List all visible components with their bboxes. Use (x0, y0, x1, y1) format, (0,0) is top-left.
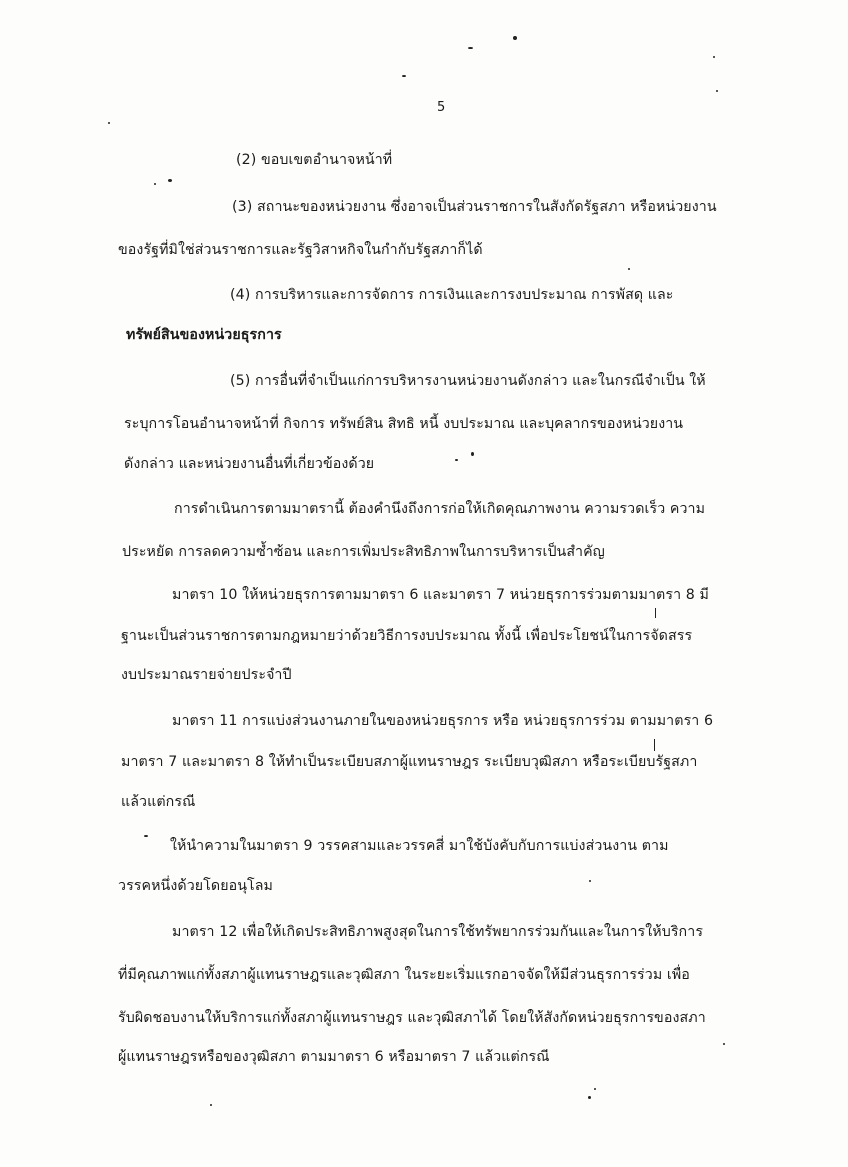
section-10-line: งบประมาณรายจ่ายประจำปี (121, 667, 292, 683)
scan-speck (144, 835, 148, 837)
scan-speck (455, 459, 458, 461)
scan-speck (468, 47, 473, 49)
scan-speck (716, 90, 718, 92)
section-10-line: ฐานะเป็นส่วนราชการตามกฎหมายว่าด้วยวิธีการงบประมาณ ทั้งนี้ เพื่อประโยชน์ในการจัดสรร (121, 628, 693, 644)
paragraph-line: ประหยัด การลดความซ้ำซ้อน และการเพิ่มประสิทธิภาพในการบริหารเป็นสำคัญ (122, 544, 605, 560)
section-12-line: ที่มีคุณภาพแก่ทั้งสภาผู้แทนราษฎรและวุฒิสภา ในระยะเริ่มแรกอาจจัดให้มีส่วนธุรการร่วม เพื่อ (118, 967, 690, 983)
scan-speck (471, 452, 474, 456)
section-11-line: แล้วแต่กรณี (121, 794, 196, 810)
scan-speck (655, 608, 656, 618)
section-11-line: มาตรา 7 และมาตรา 8 ให้ทำเป็นระเบียบสภาผู้แทนราษฎร ระเบียบวุฒิสภา หรือระเบียบรัฐสภา (121, 754, 698, 770)
section-12-line: ผู้แทนราษฎรหรือของวุฒิสภา ตามมาตรา 6 หรือมาตรา 7 แล้วแต่กรณี (118, 1049, 550, 1065)
section-item-5-cont-2: ดังกล่าว และหน่วยงานอื่นที่เกี่ยวข้องด้วย (124, 456, 375, 472)
scan-speck (168, 179, 172, 182)
section-11-para2: วรรคหนึ่งด้วยโดยอนุโลม (118, 878, 274, 894)
section-item-5: (5) การอื่นที่จำเป็นแก่การบริหารงานหน่วยงานดังกล่าว และในกรณีจำเป็น ให้ (230, 373, 706, 389)
section-12-line: มาตรา 12 เพื่อให้เกิดประสิทธิภาพสูงสุดในการใช้ทรัพยากรร่วมกันและในการให้บริการ (172, 924, 704, 940)
scan-speck (589, 880, 591, 882)
section-item-5-cont-1: ระบุการโอนอำนาจหน้าที่ กิจการ ทรัพย์สิน สิทธิ หนี้ งบประมาณ และบุคลากรของหน่วยงาน (124, 416, 684, 432)
scan-speck (654, 739, 655, 751)
scan-speck (108, 122, 110, 124)
section-11-line: มาตรา 11 การแบ่งส่วนงานภายในของหน่วยธุรการ หรือ หน่วยธุรการร่วม ตามมาตรา 6 (172, 713, 714, 729)
scan-speck (588, 1096, 591, 1099)
section-10-line: มาตรา 10 ให้หน่วยธุรการตามมาตรา 6 และมาตรา 7 หน่วยธุรการร่วมตามมาตรา 8 มี (172, 587, 709, 603)
section-11-para2: ให้นำความในมาตรา 9 วรรคสามและวรรคสี่ มาใช้บังคับกับการแบ่งส่วนงาน ตาม (170, 838, 669, 854)
scan-speck (594, 1088, 596, 1090)
scan-speck (628, 268, 630, 270)
section-item-3-cont: ของรัฐที่มิใช่ส่วนราชการและรัฐวิสาหกิจในกำกับรัฐสภาก็ได้ (118, 242, 483, 258)
page-number: 5 (437, 100, 446, 115)
scan-speck (402, 75, 406, 77)
scan-speck (723, 1043, 725, 1045)
paragraph-line: การดำเนินการตามมาตรานี้ ต้องคำนึงถึงการก่อให้เกิดคุณภาพงาน ความรวดเร็ว ความ (174, 501, 706, 517)
scan-speck (210, 1104, 212, 1106)
section-item-3: (3) สถานะของหน่วยงาน ซึ่งอาจเป็นส่วนราชการในสังกัดรัฐสภา หรือหน่วยงาน (232, 199, 717, 215)
section-item-4-cont: ทรัพย์สินของหน่วยธุรการ (126, 327, 282, 343)
section-12-line: รับผิดชอบงานให้บริการแก่ทั้งสภาผู้แทนราษฎร และวุฒิสภาได้ โดยให้สังกัดหน่วยธุรการของสภา (118, 1010, 706, 1026)
scan-speck (713, 56, 715, 58)
section-item-2: (2) ขอบเขตอำนาจหน้าที่ (236, 152, 393, 168)
scan-speck (513, 36, 517, 40)
section-item-4: (4) การบริหารและการจัดการ การเงินและการงบประมาณ การพัสดุ และ (230, 287, 674, 303)
scan-speck (154, 183, 156, 185)
